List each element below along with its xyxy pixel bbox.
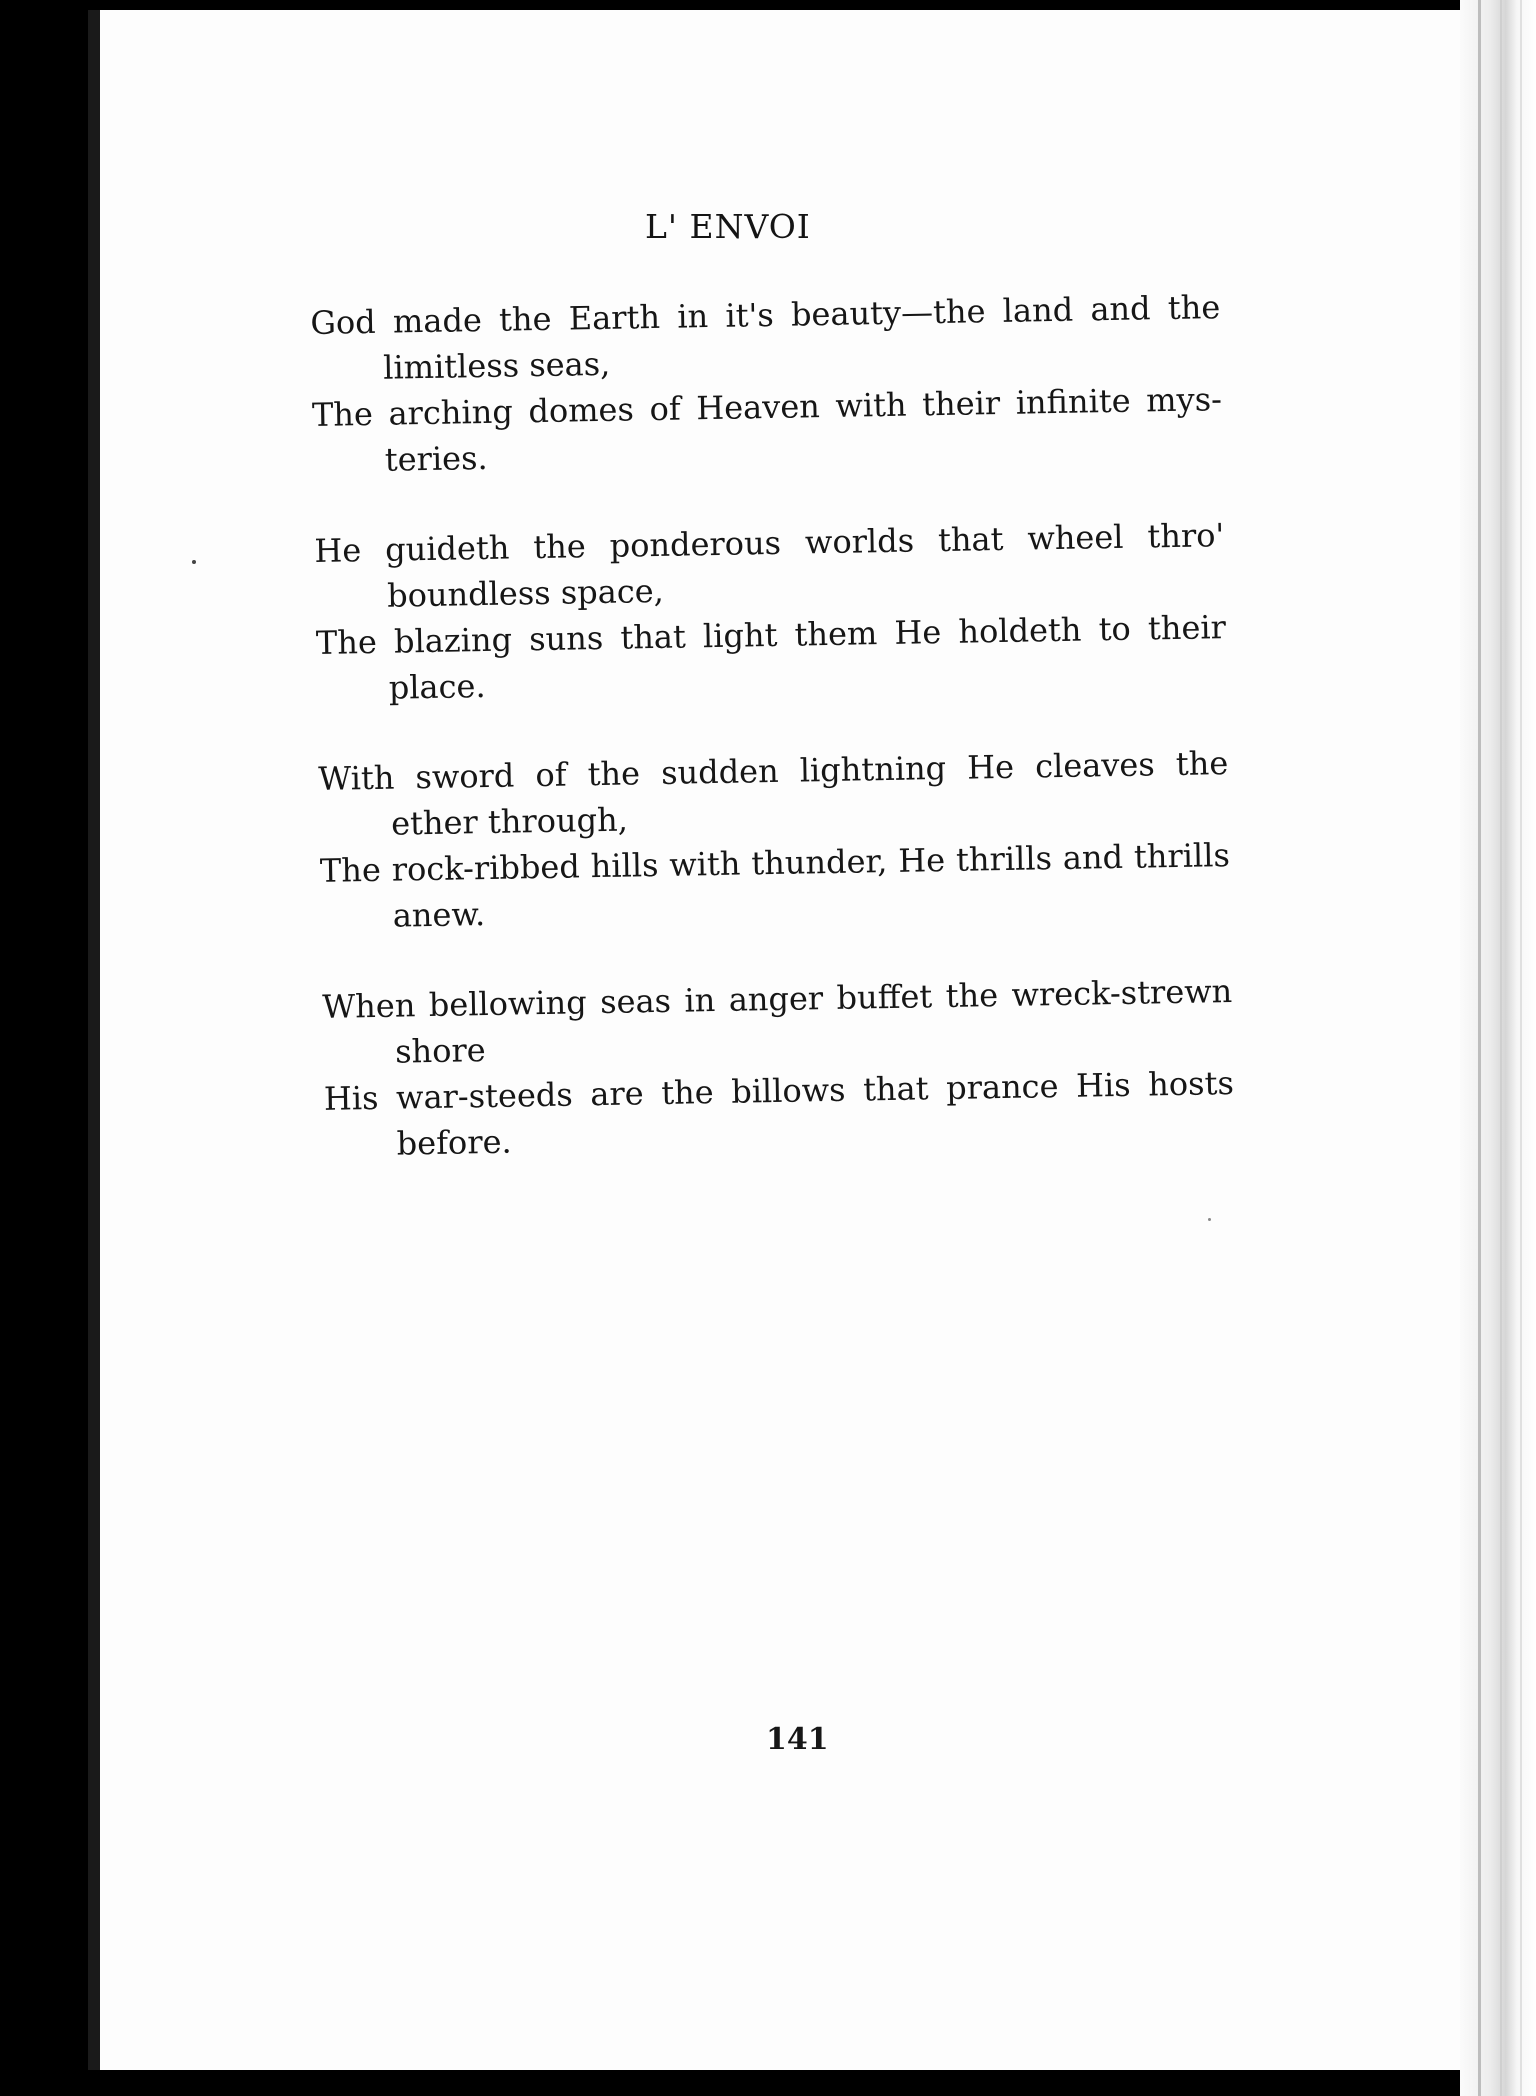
poem-title: L' ENVOI (645, 207, 811, 246)
stanza (322, 968, 1235, 1168)
stanza (318, 740, 1231, 940)
page-number: 141 (766, 1722, 829, 1757)
stanza (310, 284, 1223, 484)
page-edge-line (1478, 0, 1481, 2096)
poem-line: God made the Earth in it's beauty—the land and the limitless seas, (310, 288, 1221, 387)
poem-line: The rock-ribbed hills with thunder, He thrills and thrills anew. (319, 836, 1231, 935)
stray-ink-mark (192, 560, 196, 564)
poem-line: With sword of the sudden lightning He cleaves the ether through, (318, 744, 1229, 843)
page-edge-line (1500, 0, 1502, 2096)
stanza (314, 512, 1227, 712)
poem-line: The blazing suns that light them He holdeth to their place. (315, 608, 1227, 707)
poem-line: The arching domes of Heaven with their infinite mys-teries. (311, 380, 1223, 479)
poem-line: He guideth the ponderous worlds that wheel thro' boundless space, (314, 516, 1225, 615)
poem-body (310, 284, 1236, 1212)
page-edge-line (1520, 0, 1522, 2096)
page-edge (1460, 0, 1536, 2096)
stray-ink-mark (1208, 1218, 1211, 1221)
poem-line: When bellowing seas in anger buffet the wreck-strewn shore (322, 972, 1233, 1071)
poem-line: His war-steeds are the billows that prance His hosts before. (323, 1063, 1235, 1163)
